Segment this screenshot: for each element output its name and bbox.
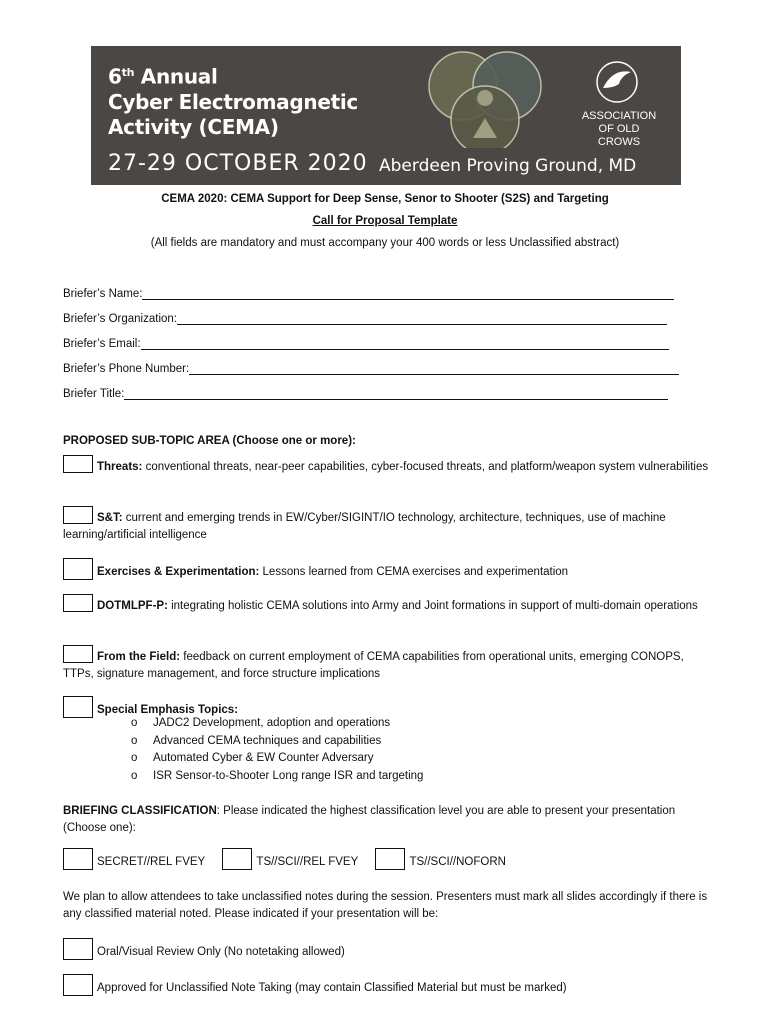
topic-special-emphasis[interactable]: Special Emphasis Topics: (63, 696, 713, 719)
list-item: o JADC2 Development, adoption and operations (131, 715, 423, 733)
option-ts-sci-noforn[interactable]: TS//SCI//NOFORN (375, 848, 505, 870)
document-heading: CEMA 2020: CEMA Support for Deep Sense, Senor to Shooter (S2S) and Targeting (161, 193, 609, 205)
topic-checkbox[interactable] (63, 696, 93, 718)
field-label: Briefer Title: (63, 388, 125, 400)
subtopic-heading: PROPOSED SUB-TOPIC AREA (Choose one or more): (63, 435, 356, 447)
option-checkbox[interactable] (375, 848, 405, 870)
field-label: Briefer’s Email: (63, 338, 141, 350)
org-logo-text: ASSOCIATION OF OLD CROWS (581, 110, 657, 148)
topic-dotmlpf[interactable]: DOTMLPF-P: integrating holistic CEMA solutions into Army and Joint formations in support of multi-domain operations (63, 594, 713, 615)
mandatory-note: (All fields are mandatory and must accompany your 400 words or less Unclassified abstract) (150, 237, 620, 249)
blank-line[interactable] (141, 337, 669, 350)
option-checkbox[interactable] (63, 938, 93, 960)
topic-checkbox[interactable] (63, 645, 93, 663)
briefer-email-field[interactable] (63, 337, 669, 350)
blank-line[interactable] (124, 387, 668, 400)
field-label: Briefer’s Name: (63, 288, 143, 300)
topic-from-the-field[interactable]: From the Field: feedback on current employment of CEMA capabilities from operational units, emerging CONOPS, TTPs, signature management, and force structure implications (63, 645, 713, 683)
briefer-title-field[interactable] (63, 387, 668, 400)
crow-logo-icon (591, 58, 643, 106)
topic-s-and-t[interactable]: S&T: current and emerging trends in EW/Cyber/SIGINT/IO technology, architecture, techniques, use of machine learning/artificial intelligence (63, 506, 713, 544)
briefer-name-field[interactable] (63, 287, 674, 300)
option-ts-sci-rel-fvey[interactable]: TS//SCI//REL FVEY (222, 848, 358, 870)
list-item: o Advanced CEMA techniques and capabilities (131, 733, 423, 751)
event-dates: 27-29 OCTOBER 2020 (108, 151, 368, 176)
option-checkbox[interactable] (222, 848, 252, 870)
event-banner (91, 46, 681, 185)
option-oral-visual[interactable]: Oral/Visual Review Only (No notetaking allowed) (63, 938, 713, 961)
topic-checkbox[interactable] (63, 558, 93, 580)
option-checkbox[interactable] (63, 974, 93, 996)
topic-checkbox[interactable] (63, 594, 93, 612)
blank-line[interactable] (177, 312, 667, 325)
option-unclassified-notes[interactable]: Approved for Unclassified Note Taking (may contain Classified Material but must be marked) (63, 974, 713, 997)
topic-checkbox[interactable] (63, 506, 93, 524)
list-item: o Automated Cyber & EW Counter Adversary (131, 750, 423, 768)
blank-line[interactable] (189, 362, 679, 375)
list-item: o ISR Sensor-to-Shooter Long range ISR and targeting (131, 768, 423, 786)
classification-options (63, 848, 520, 870)
emphasis-list (131, 715, 423, 785)
option-checkbox[interactable] (63, 848, 93, 870)
topic-exercises[interactable]: Exercises & Experimentation: Lessons learned from CEMA exercises and experimentation (63, 558, 713, 581)
field-label: Briefer’s Phone Number: (63, 363, 190, 375)
briefer-phone-field[interactable] (63, 362, 679, 375)
blank-line[interactable] (142, 287, 674, 300)
banner-title: 6th Annual Cyber Electromagnetic Activity (CEMA) (108, 64, 358, 139)
event-venue: Aberdeen Proving Ground, MD (379, 156, 637, 176)
topic-checkbox[interactable] (63, 455, 93, 473)
venn-graphic-icon (403, 48, 573, 148)
document-subheading: Call for Proposal Template (312, 215, 458, 227)
classification-section: BRIEFING CLASSIFICATION: Please indicated the highest classification level you are able to present your presentation (Choose one): (63, 805, 676, 834)
topic-threats[interactable]: Threats: conventional threats, near-peer capabilities, cyber-focused threats, and platform/weapon system vulnerabilities (63, 455, 713, 476)
field-label: Briefer’s Organization: (63, 313, 177, 325)
classification-heading: BRIEFING CLASSIFICATION (63, 805, 217, 817)
briefer-organization-field[interactable] (63, 312, 667, 325)
option-secret-rel-fvey[interactable]: SECRET//REL FVEY (63, 848, 205, 870)
notes-instructions: We plan to allow attendees to take unclassified notes during the session. Presenters must mark all slides accordingly if there is any classified material noted. Please indicated if your presentation will be: (63, 891, 708, 920)
